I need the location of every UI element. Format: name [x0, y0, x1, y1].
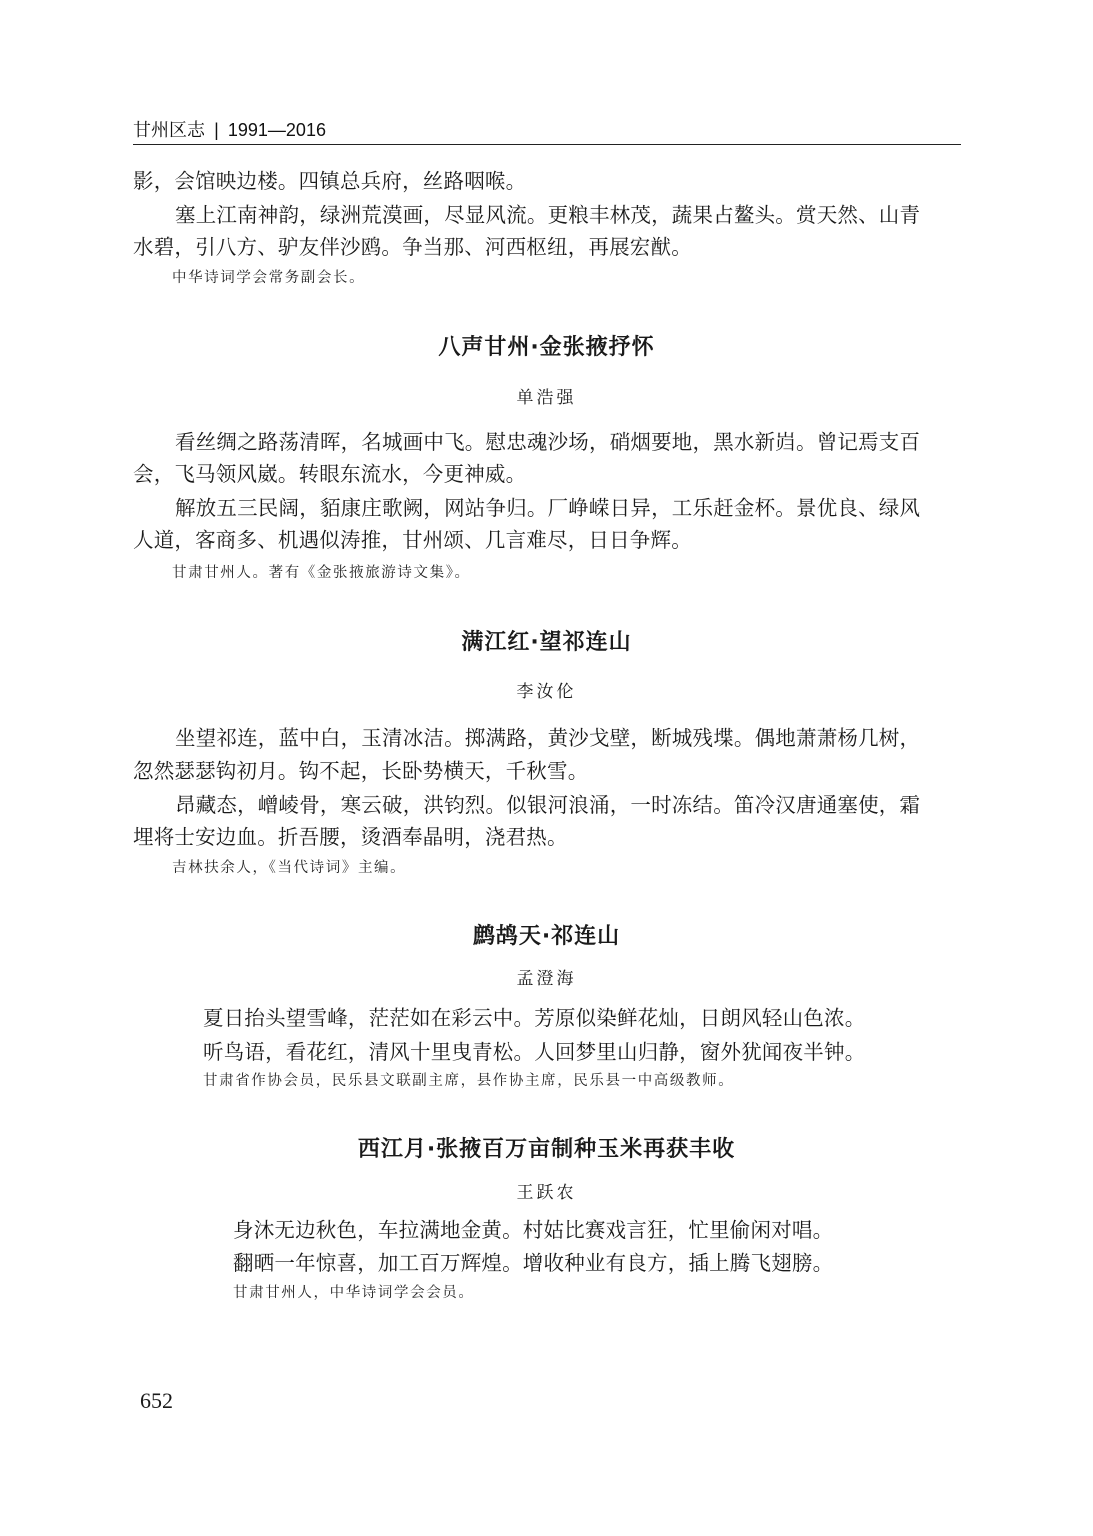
- continuation-line: 影，会馆映边楼。四镇总兵府，丝路咽喉。: [133, 169, 527, 193]
- poem-line: 昂藏态，嶒崚骨，寒云破，洪钧烈。似银河浪涌，一时冻结。笛冷汉唐通塞使，霜: [175, 793, 921, 817]
- header-separator: |: [214, 120, 219, 140]
- poem-line: 夏日抬头望雪峰，茫茫如在彩云中。芳原似染鲜花灿，日朗风轻山色浓。: [203, 1006, 866, 1030]
- poem-title: 西江月·张掖百万亩制种玉米再获丰收: [357, 1137, 736, 1162]
- poem-line: 翻晒一年惊喜，加工百万辉煌。增收种业有良方，插上腾飞翅膀。: [233, 1251, 834, 1275]
- poem-author: 单浩强: [516, 388, 577, 408]
- poem-line: 忽然瑟瑟钩初月。钩不起，长卧势横天，千秋雪。: [133, 759, 589, 783]
- poem-line: 坐望祁连，蓝中白，玉清冰洁。掷满路，黄沙戈壁，断城残堞。偶地萧萧杨几树，: [175, 726, 921, 750]
- poem-line: 看丝绸之路荡清晖，名城画中飞。慰忠魂沙场，硝烟要地，黑水新岿。曾记焉支百: [175, 430, 921, 454]
- poem-line: 听鸟语，看花红，清风十里曳青松。人回梦里山归静，窗外犹闻夜半钟。: [203, 1040, 866, 1064]
- poem-title: 满江红·望祁连山: [461, 630, 632, 655]
- page-number: 652: [140, 1388, 173, 1413]
- author-note: 甘肃省作协会员，民乐县文联副主席，县作协主席，民乐县一中高级教师。: [203, 1073, 735, 1089]
- poem-line: 解放五三民阔，貊康庄歌阙，网站争归。厂峥嵘日异，工乐赶金杯。景优良、绿风: [175, 496, 921, 520]
- header-book-title: 甘州区志: [133, 120, 205, 140]
- poem-title: 鹧鸪天·祁连山: [472, 924, 621, 949]
- header-years: 1991—2016: [227, 120, 326, 140]
- running-header: [133, 118, 961, 145]
- author-note: 中华诗词学会常务副会长。: [172, 270, 366, 286]
- poem-author: 孟澄海: [516, 969, 577, 989]
- continuation-line: 塞上江南神韵，绿洲荒漠画，尽显风流。更粮丰林茂，蔬果占鳌头。赏天然、山青: [175, 203, 921, 227]
- poem-author: 李汝伦: [516, 682, 577, 702]
- poem-line: 人道，客商多、机遇似涛推，甘州颂、几言难尽，日日争辉。: [133, 528, 692, 552]
- author-note: 吉林扶余人，《当代诗词》主编。: [172, 860, 407, 876]
- poem-line: 会，飞马领风崴。转眼东流水，今更神威。: [133, 462, 527, 486]
- poem-title: 八声甘州·金张掖抒怀: [438, 335, 655, 360]
- poem-line: 身沐无边秋色，车拉满地金黄。村姑比赛戏言狂，忙里偷闲对唱。: [233, 1218, 834, 1242]
- poem-line: 埋将士安边血。折吾腰，烫酒奉晶明，浇君热。: [133, 825, 568, 849]
- author-note: 甘肃甘州人，中华诗词学会会员。: [233, 1285, 475, 1301]
- poem-author: 王跃农: [516, 1183, 577, 1203]
- continuation-line: 水碧，引八方、驴友伴沙鸥。争当那、河西枢纽，再展宏猷。: [133, 235, 692, 259]
- author-note: 甘肃甘州人。著有《金张掖旅游诗文集》。: [172, 565, 471, 581]
